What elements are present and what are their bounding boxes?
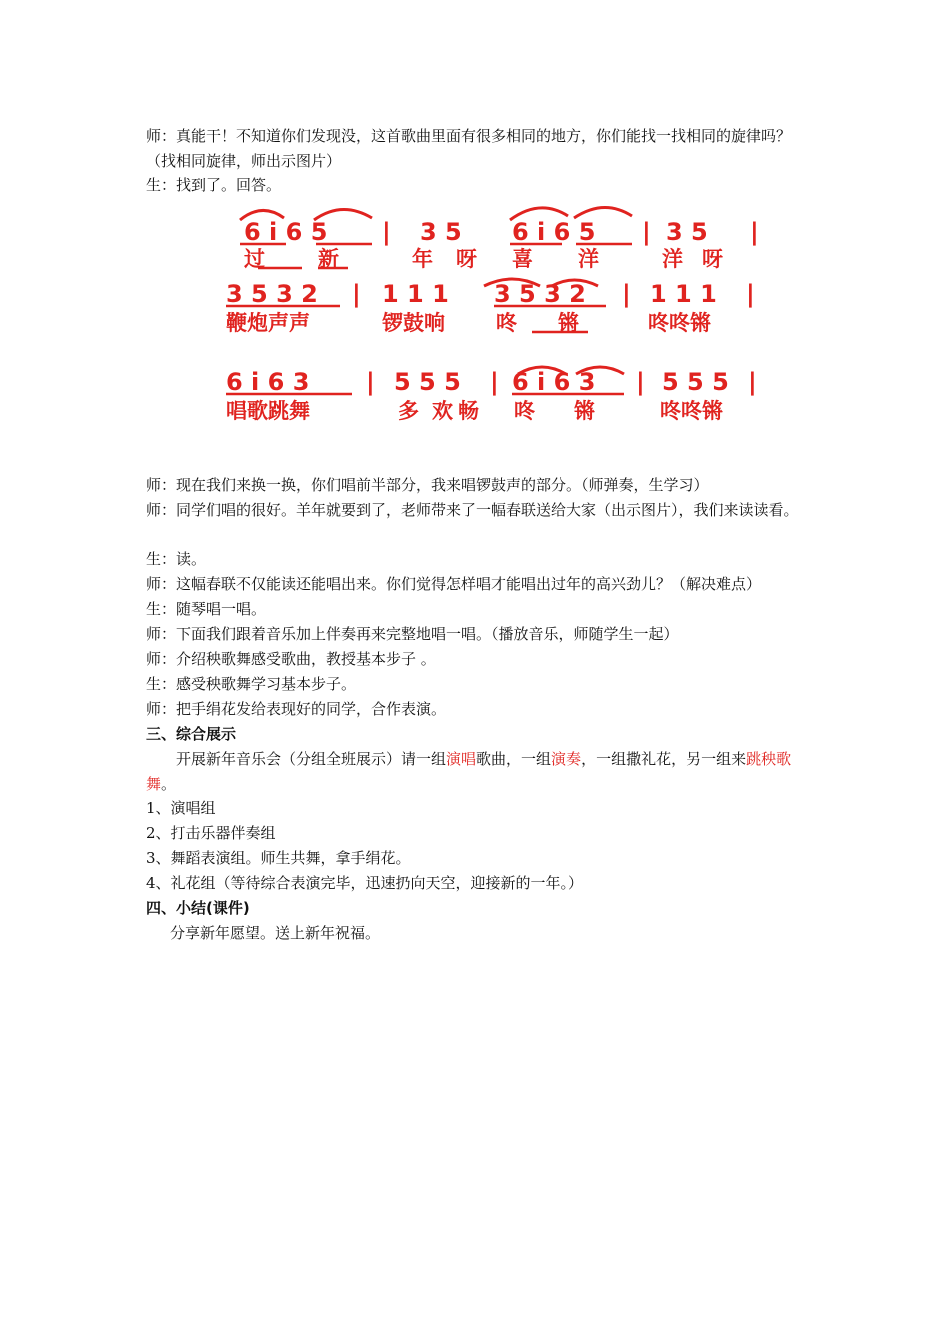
list-item-4: 4、礼花组（等待综合表演完毕，迅速扔向天空，迎接新的一年。）	[146, 874, 584, 892]
barline: |	[748, 368, 757, 396]
paragraph-concert	[146, 747, 812, 796]
paragraph-full-singing: 师：下面我们跟着音乐加上伴奏再来完整地唱一唱。（播放音乐，师随学生一起）	[146, 625, 679, 643]
lyric: 喜	[512, 247, 533, 271]
lyric: 咚	[496, 311, 517, 335]
text-span: 歌曲，一组	[476, 750, 552, 768]
lyric: 唱歌跳舞	[226, 399, 310, 423]
notes-r2-c: 3 5 3 2	[494, 280, 586, 308]
paragraph-couplet-intro: 师：同学们唱的很好。羊年就要到了，老师带来了一幅春联送给大家（出示图片），我们来读读看。	[146, 501, 799, 519]
paragraph-student-answer: 生：找到了。回答。	[146, 176, 282, 194]
notes-r2-a: 3 5 3 2	[226, 280, 318, 308]
barline: |	[636, 368, 645, 396]
text-span: ，一组撒礼花，另一组来	[581, 750, 747, 768]
lyric: 新	[318, 247, 339, 271]
lyric: 过	[244, 247, 265, 271]
lyric: 锵	[574, 399, 595, 423]
barline: |	[366, 368, 375, 396]
text-span: 。	[161, 774, 177, 793]
lyric: 畅	[458, 399, 479, 423]
slur-arc	[574, 207, 632, 218]
barline: |	[750, 218, 759, 246]
barline: |	[382, 218, 391, 246]
lyric: 洋	[578, 247, 599, 271]
highlight-dance: 跳秧歌舞	[146, 750, 792, 793]
notes-r2-d: 1 1 1	[650, 280, 717, 308]
barline: |	[746, 280, 755, 308]
notes-r1-a: 6 i 6 5	[244, 218, 328, 246]
list-item-2: 2、打击乐器伴奏组	[146, 824, 276, 842]
paragraph-yangge-intro: 师：介绍秧歌舞感受歌曲，教授基本步子 。	[146, 650, 436, 668]
notes-r1-b: 3 5	[420, 218, 462, 246]
lyric: 鞭炮声声	[226, 311, 310, 335]
notes-r3-b: 5 5 5	[394, 368, 461, 396]
lyric: 咚咚锵	[648, 311, 711, 335]
notes-r2-b: 1 1 1	[382, 280, 449, 308]
lyric: 锵	[558, 311, 579, 335]
lyric: 洋	[662, 247, 683, 271]
paragraph-yangge-learn: 生：感受秧歌舞学习基本步子。	[146, 675, 357, 693]
paragraph-switch-parts: 师：现在我们来换一换，你们唱前半部分，我来唱锣鼓声的部分。（师弹奏，生学习）	[146, 476, 709, 494]
notes-r3-a: 6 i 6 3	[226, 368, 310, 396]
highlight-play: 演奏	[551, 750, 582, 768]
numbered-notation	[222, 198, 762, 430]
lyric: 呀	[456, 247, 477, 271]
notes-r1-d: 3 5	[666, 218, 708, 246]
lyric: 锣鼓响	[382, 311, 445, 335]
paragraph-couplet-sing: 师：这幅春联不仅能读还能唱出来。你们觉得怎样唱才能唱出过年的高兴劲儿？（解决难点）	[146, 575, 762, 593]
list-item-1: 1、演唱组	[146, 799, 216, 817]
lyric: 咚咚锵	[660, 399, 723, 423]
lyric: 欢	[432, 399, 453, 423]
barline: |	[642, 218, 651, 246]
notes-r3-c: 6 i 6 3	[512, 368, 596, 396]
paragraph-summary: 分享新年愿望。送上新年祝福。	[170, 924, 381, 942]
text-span: 开展新年音乐会（分组全班展示）请一组	[176, 750, 447, 768]
section-heading-4: 四、小结(课件)	[146, 899, 250, 917]
paragraph-teacher-question: 师：真能干！不知道你们发现没，这首歌曲里面有很多相同的地方，你们能找一找相同的旋律吗？（找相同旋律，师出示图片）	[146, 127, 792, 170]
notes-r1-c: 6 i 6 5	[512, 218, 596, 246]
paragraph-student-read: 生：读。	[146, 550, 207, 568]
lyric: 咚	[514, 399, 535, 423]
section-heading-3: 三、综合展示	[146, 725, 237, 743]
barline: |	[490, 368, 499, 396]
lyric: 多	[398, 399, 419, 423]
lyric: 年	[412, 247, 433, 271]
lyric: 呀	[702, 247, 723, 271]
music-score-image	[222, 198, 762, 430]
highlight-sing: 演唱	[446, 750, 477, 768]
list-item-3: 3、舞蹈表演组。师生共舞，拿手绢花。	[146, 849, 411, 867]
paragraph-handkerchief: 师：把手绢花发给表现好的同学，合作表演。	[146, 700, 447, 718]
barline: |	[622, 280, 631, 308]
paragraph-sing-with-piano: 生：随琴唱一唱。	[146, 600, 267, 618]
barline: |	[352, 280, 361, 308]
notes-r3-d: 5 5 5	[662, 368, 729, 396]
